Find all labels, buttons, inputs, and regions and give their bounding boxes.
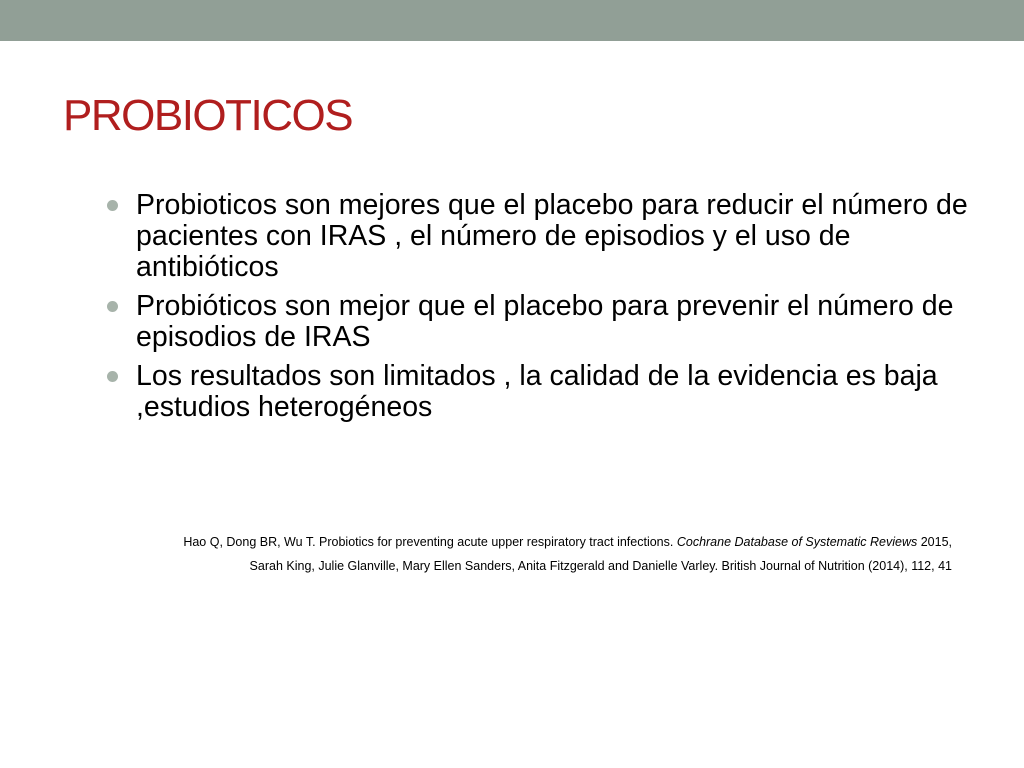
bullet-text: Los resultados son limitados , la calidad de la evidencia es baja ,estudios heterogéneos — [136, 360, 938, 423]
reference-1-tail: 2015, — [917, 535, 952, 549]
references — [120, 530, 952, 578]
bullet-item — [104, 291, 984, 353]
bullet-item — [104, 361, 984, 423]
bullet-dot-icon — [107, 301, 118, 312]
bullet-dot-icon — [107, 371, 118, 382]
reference-1-main: Hao Q, Dong BR, Wu T. Probiotics for preventing acute upper respiratory tract infections. — [183, 535, 677, 549]
reference-1-journal: Cochrane Database of Systematic Reviews — [676, 535, 918, 549]
reference-1 — [120, 530, 952, 554]
bullet-item — [104, 190, 984, 283]
bullet-dot-icon — [107, 200, 118, 211]
reference-2: Sarah King, Julie Glanville, Mary Ellen Sanders, Anita Fitzgerald and Danielle Varley. British Journal of Nutrition (2014), 112, 41 — [249, 559, 952, 573]
bullet-text: Probióticos son mejor que el placebo para prevenir el número de episodios de IRAS — [136, 290, 954, 353]
top-bar — [0, 0, 1024, 41]
bullet-text: Probioticos son mejores que el placebo para reducir el número de pacientes con IRAS , el número de episodios y el uso de antibióticos — [136, 189, 968, 283]
bullet-list — [104, 190, 984, 431]
slide-title: PROBIOTICOS — [63, 91, 353, 140]
